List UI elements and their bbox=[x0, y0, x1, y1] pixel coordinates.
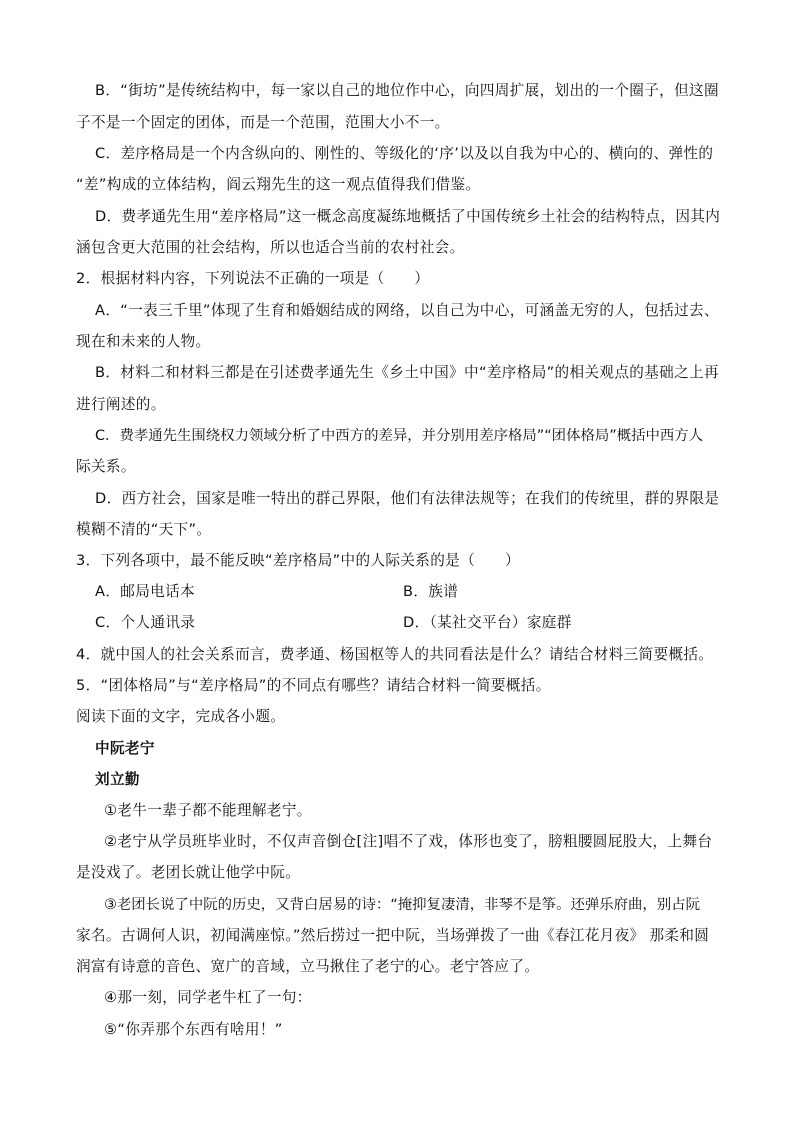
q2-option-d-line1: D．西方社会，国家是唯一特出的群己界限，他们有法律法规等；在我们的传统里，群的界限是 bbox=[95, 490, 720, 507]
story-paragraph-3-line3: 润富有诗意的音色、宽广的音域，立马揪住了老宁的心。老宁答应了。 bbox=[76, 958, 540, 975]
q1-option-d-line1: D．费孝通先生用“差序格局”这一概念高度凝练地概括了中国传统乡土社会的结构特点，因其内 bbox=[95, 208, 721, 225]
q1-option-b-line2: 子不是一个固定的团体，而是一个范围，范围大小不一。 bbox=[76, 114, 450, 131]
story-paragraph-5: ⑤“你弄那个东西有啥用！” bbox=[104, 1021, 283, 1038]
q3-stem: 3．下列各项中，最不能反映“差序格局”中的人际关系的是（ ） bbox=[76, 552, 520, 569]
story-paragraph-3-line2: 家名。古调何人识，初闻满座惊。”然后捞过一把中阮，当场弹拨了一曲《春江花月夜》 那柔和圆 bbox=[76, 927, 710, 944]
story-paragraph-2-line2: 是没戏了。老团长就让他学中阮。 bbox=[76, 864, 301, 881]
story-paragraph-4: ④那一刻，同学老牛杠了一句： bbox=[104, 989, 312, 1006]
q4-stem: 4．就中国人的社会关系而言，费孝通、杨国枢等人的共同看法是什么？请结合材料三简要概括。 bbox=[76, 646, 714, 663]
q3-option-d: D．（某社交平台）家庭群 bbox=[403, 614, 572, 631]
q1-option-d-line2: 涵包含更大范围的社会结构，所以也适合当前的农村社会。 bbox=[76, 239, 465, 256]
q1-option-b-line1: B．“街坊”是传统结构中，每一家以自己的地位作中心，向四周扩展，划出的一个圈子，但这圈 bbox=[95, 82, 719, 99]
q2-stem: 2．根据材料内容，下列说法不正确的一项是（ ） bbox=[76, 270, 430, 287]
q3-option-c: C．个人通讯录 bbox=[95, 614, 196, 631]
q1-option-c-line2: “差”构成的立体结构，阎云翔先生的这一观点值得我们借鉴。 bbox=[76, 176, 481, 193]
q3-option-a: A．邮局电话本 bbox=[95, 583, 195, 600]
q1-option-c-line1: C．差序格局是一个内含纵向的、刚性的、等级化的‘序’以及以自我为中心的、横向的、弹性的 bbox=[95, 145, 714, 162]
q2-option-b-line1: B．材料二和材料三都是在引述费孝通先生《乡土中国》中“差序格局”的相关观点的基础之上再 bbox=[95, 364, 719, 381]
story-title: 中阮老宁 bbox=[95, 740, 155, 757]
story-paragraph-2-line1: ②老宁从学员班毕业时，不仅声音倒仓[注]唱不了戏，体形也变了，膀粗腰圆屁股大，上舞台 bbox=[104, 833, 713, 850]
q2-option-a-line1: A．“一表三千里”体现了生育和婚姻结成的网络，以自己为中心，可涵盖无穷的人，包括过去、 bbox=[95, 302, 719, 319]
q2-option-c-line1: C．费孝通先生围绕权力领域分析了中西方的差异，并分别用差序格局”“团体格局”概括中西方人 bbox=[95, 428, 704, 444]
q2-option-a-line2: 现在和未来的人物。 bbox=[76, 333, 211, 350]
q2-option-b-line2: 进行阐述的。 bbox=[76, 396, 166, 413]
q3-option-b: B．族谱 bbox=[403, 583, 459, 600]
story-author: 刘立勤 bbox=[95, 771, 140, 788]
q2-option-d-line2: 模糊不清的“天下”。 bbox=[76, 521, 212, 538]
story-paragraph-1: ①老牛一辈子都不能理解老宁。 bbox=[104, 802, 312, 819]
q2-option-c-line2: 际关系。 bbox=[76, 458, 136, 475]
story-paragraph-3-line1: ③老团长说了中阮的历史，又背白居易的诗：“掩抑复凄清，非琴不是筝。还弹乐府曲，别占阮 bbox=[104, 897, 700, 913]
q5-stem: 5．“团体格局”与“差序格局”的不同点有哪些？请结合材料一简要概括。 bbox=[76, 677, 551, 694]
reading-instruction: 阅读下面的文字，完成各小题。 bbox=[76, 708, 286, 725]
